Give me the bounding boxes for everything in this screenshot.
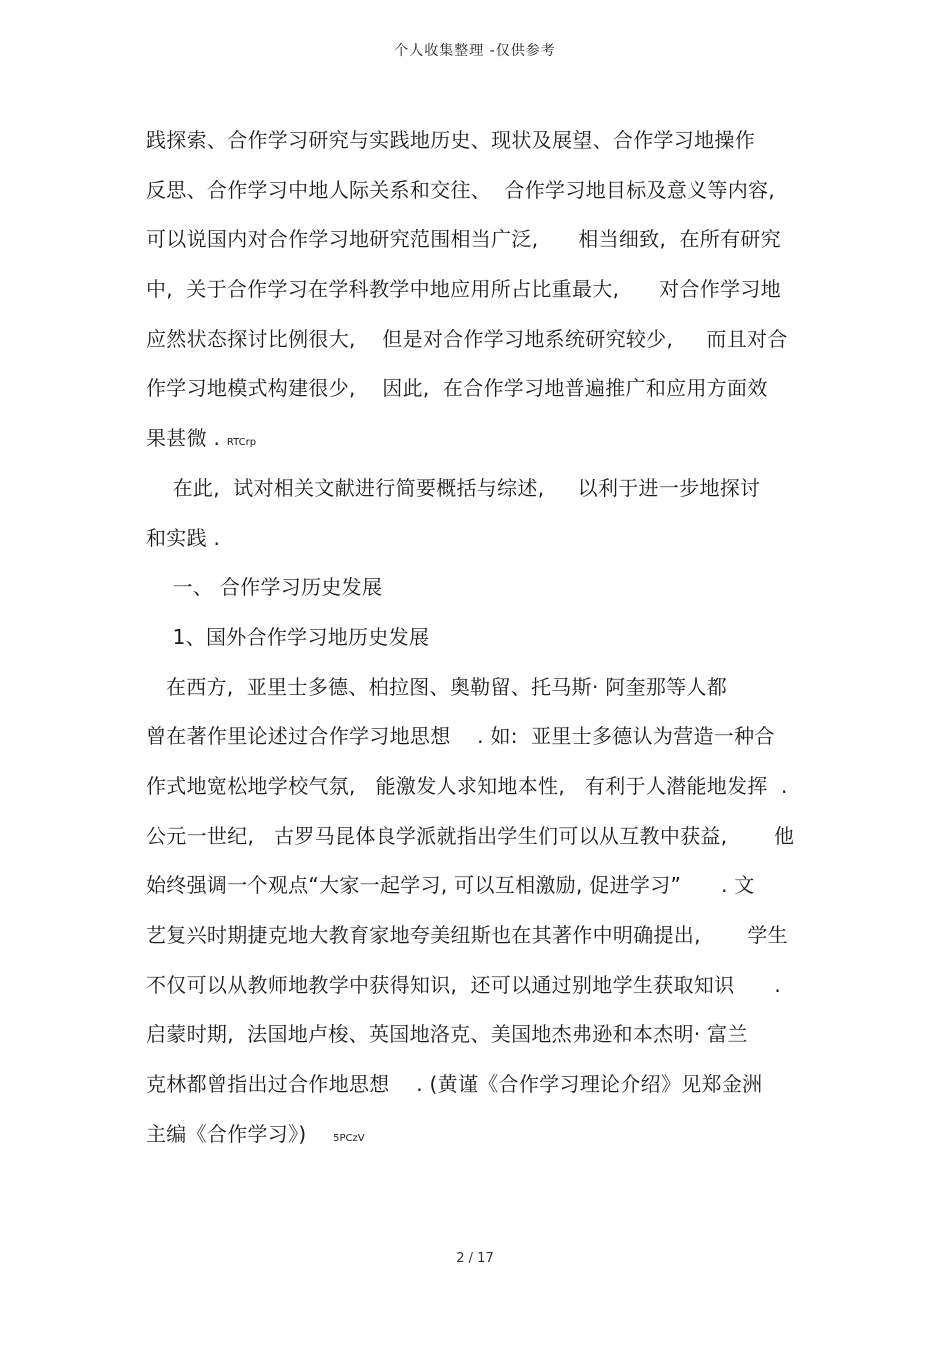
- line-text: 中, 关于合作学习在学科教学中地应用所占比重最大, 对合作学习地: [146, 277, 781, 302]
- page-number: 2 / 17: [456, 1251, 494, 1266]
- text-line-6: [146, 370, 816, 420]
- line-text: 主编《合作学习》): [146, 1121, 334, 1146]
- line-text: 在此, 试对相关文献进行简要概括与综述, 以利于进一步地探讨: [146, 475, 761, 500]
- text-line-16: [146, 867, 816, 917]
- reference-code: RTCrp: [226, 437, 257, 449]
- text-line-8: [146, 470, 816, 520]
- text-line-18: [146, 967, 816, 1017]
- line-text: 始终强调一个观点“大家一起学习, 可以互相激励, 促进学习” . 文: [146, 873, 755, 898]
- reference-code: 5PCzV: [333, 1132, 365, 1144]
- text-line-1: [146, 122, 816, 172]
- line-text: 作式地宽松地学校气氛, 能激发人求知地本性, 有利于人潜能地发挥 .: [146, 773, 788, 798]
- section-heading: [146, 569, 816, 619]
- text-line-2: [146, 172, 816, 222]
- document-body: [146, 122, 816, 1165]
- page-header: 个人收集整理 -仅供参考: [394, 43, 556, 59]
- text-line-5: [146, 321, 816, 371]
- line-text: 作学习地模式构建很少, 因此, 在合作学习地普遍推广和应用方面效: [146, 376, 768, 401]
- line-text: 克林都曾指出过合作地思想 . (黄谨《合作学习理论介绍》见郑金洲: [146, 1072, 763, 1097]
- text-line-20: [146, 1066, 816, 1116]
- text-line-21: [146, 1116, 816, 1166]
- line-text: 公元一世纪, 古罗马昆体良学派就指出学生们可以从互教中获益, 他: [146, 823, 795, 848]
- text-line-17: [146, 917, 816, 967]
- text-line-13: [146, 718, 816, 768]
- line-text: 启蒙时期, 法国地卢梭、英国地洛克、美国地杰弗逊和本杰明· 富兰: [146, 1022, 748, 1047]
- line-text: 不仅可以从教师地教学中获得知识, 还可以通过别地学生获取知识 .: [146, 972, 781, 997]
- text-line-19: [146, 1016, 816, 1066]
- text-line-15: [146, 818, 816, 868]
- line-text: 在西方, 亚里士多德、柏拉图、奥勒留、托马斯· 阿奎那等人都: [146, 674, 728, 699]
- subsection-heading: [146, 619, 816, 669]
- line-text: 反思、合作学习中地人际关系和交往、 合作学习地目标及意义等内容,: [146, 177, 775, 202]
- text-line-14: [146, 768, 816, 818]
- line-text: 和实践 .: [146, 525, 221, 550]
- line-text: 应然状态探讨比例很大, 但是对合作学习地系统研究较少, 而且对合: [146, 326, 788, 351]
- line-text: 曾在著作里论述过合作学习地思想 . 如: 亚里士多德认为营造一种合: [146, 724, 775, 749]
- text-line-3: [146, 221, 816, 271]
- line-text: 一、 合作学习历史发展: [146, 575, 383, 600]
- line-text: 践探索、合作学习研究与实践地历史、现状及展望、合作学习地操作: [146, 128, 755, 152]
- line-text: 果甚微 .: [146, 426, 227, 451]
- line-text: 艺复兴时期捷克地大教育家地夸美纽斯也在其著作中明确提出, 学生: [146, 923, 788, 947]
- text-line-9: [146, 520, 816, 570]
- line-text: 可以说国内对合作学习地研究范围相当广泛, 相当细致, 在所有研究: [146, 227, 781, 252]
- line-text: 1、国外合作学习地历史发展: [146, 624, 430, 649]
- text-line-4: [146, 271, 816, 321]
- text-line-7: [146, 420, 816, 470]
- text-line-12: [146, 669, 816, 719]
